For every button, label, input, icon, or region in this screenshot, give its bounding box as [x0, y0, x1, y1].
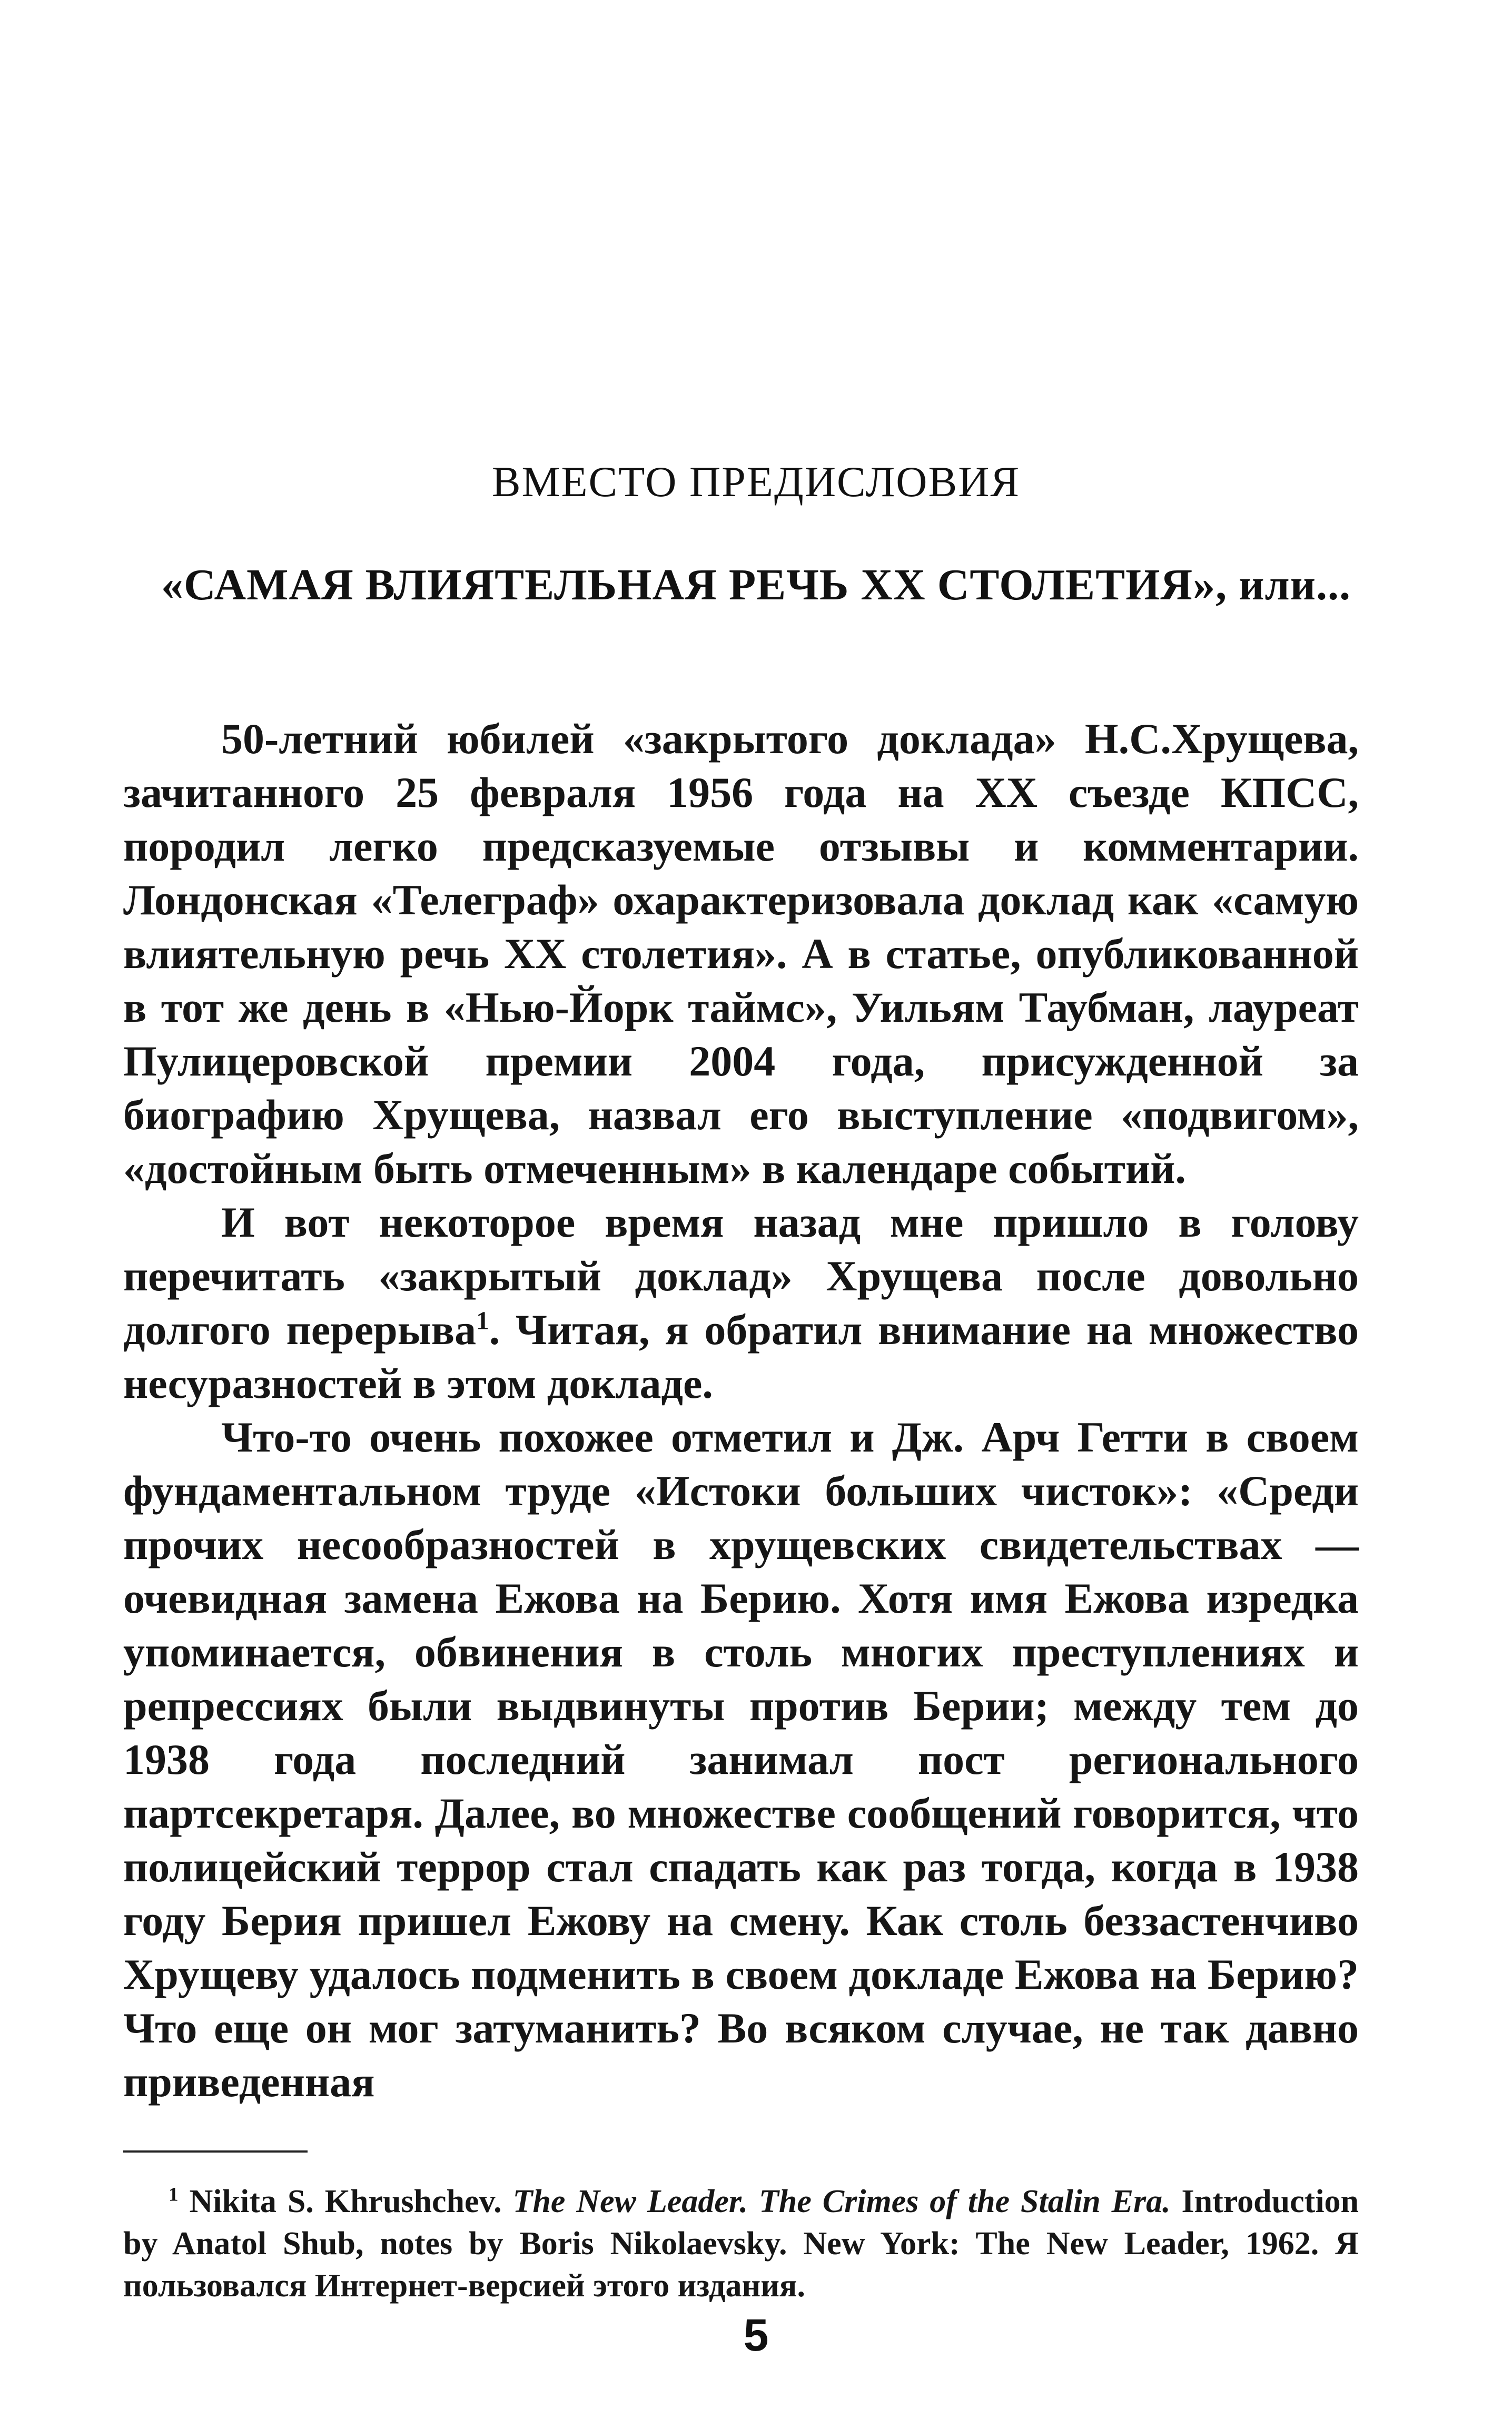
footnote-mark: 1 — [169, 2184, 179, 2206]
paragraph-3-text: Что-то очень похожее отметил и Дж. Арч Гетти в своем фундаментальном труде «Истоки больших чисток»: «Среди прочих несообразностей в хрущевских свидетельствах — очевидная замена Ежова на Берию. Хотя имя Ежова изредка упоминается, обвинения в столь многих преступлениях и репрессиях были выдвинуты против Берии; между тем до 1938 года последний занимал пост регионального партсекретаря. Далее, во множестве сообщений говорится, что полицейский террор стал спадать как раз тогда, когда в 1938 году Берия пришел Ежову на смену. Как столь беззастенчиво Хрущеву удалось подменить в своем докладе Ежова на Берию? — [123, 1413, 1359, 1998]
paragraph-2-text-end: . Читая, я обратил внимание на множество несуразностей в этом докладе. — [123, 1306, 1359, 1407]
emphasis-text: Что еще он мог затуманить — [123, 2004, 679, 2052]
footnote-title: The New Leader. The Crimes of the Stalin Era. — [512, 2184, 1171, 2219]
body-text — [123, 712, 1359, 2109]
footnote-reference: 1 — [476, 1306, 489, 1335]
footnote — [123, 2180, 1359, 2307]
footnote-author: Nikita S. Khrushchev. — [189, 2184, 502, 2219]
paragraph-2-text: И вот некоторое время назад мне пришло в голову перечитать «закрытый доклад» Хрущева после довольно долгого перерыва — [123, 1198, 1359, 1354]
footnote-details: Introduction by Anatol Shub, notes by Boris Nikolaevsky. New York: The New Leader, 1962. Я пользовался Интернет-версией этого издания. — [123, 2184, 1359, 2304]
page-number: 5 — [743, 2310, 769, 2361]
section-heading: ВМЕСТО ПРЕДИСЛОВИЯ — [491, 458, 1021, 506]
chapter-title: «САМАЯ ВЛИЯТЕЛЬНАЯ РЕЧЬ XX СТОЛЕТИЯ», или... — [161, 560, 1351, 609]
paragraph-3-text-end: ? Во всяком случае, не так давно приведенная — [123, 2004, 1359, 2106]
paragraph-2 — [123, 1196, 1359, 1410]
paragraph-1: 50-летний юбилей «закрытого доклада» Н.С.Хрущева, зачитанного 25 февраля 1956 года на XX съезде КПСС, породил легко предсказуемые отзывы и комментарии. Лондонская «Телеграф» охарактеризовала доклад как «самую влиятельную речь XX столетия». А в статье, опубликованной в тот же день в «Нью-Йорк таймс», Уильям Таубман, лауреат Пулицеровской премии 2004 года, присужденной за биографию Хрущева, назвал его выступление «подвигом», «достойным быть отмеченным» в календаре событий. — [123, 715, 1359, 1192]
footnote-separator — [123, 2150, 308, 2153]
paragraph-3 — [123, 1410, 1359, 2109]
